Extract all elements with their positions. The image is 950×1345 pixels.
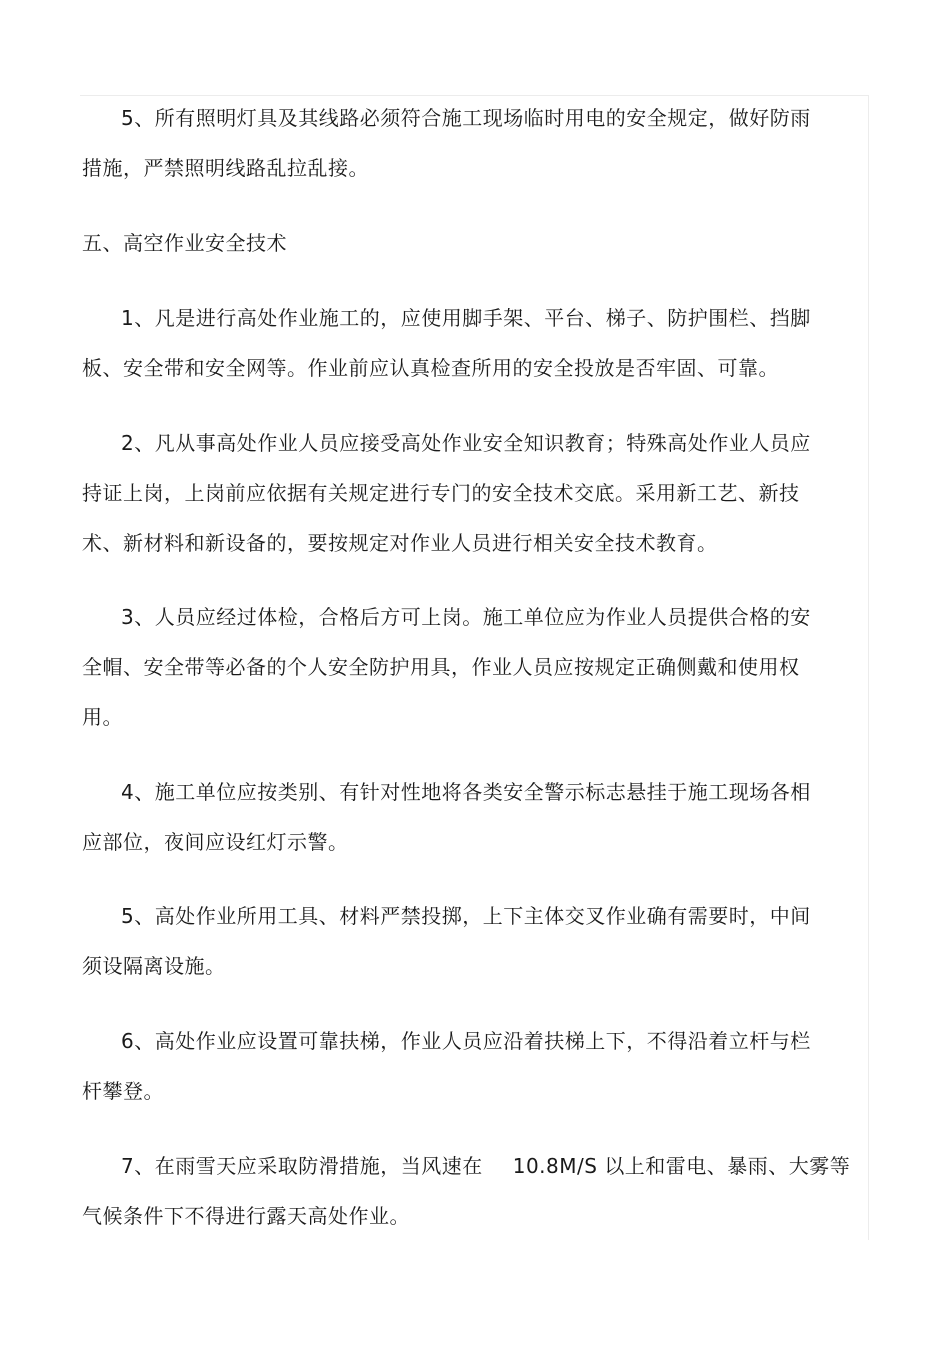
paragraph-line: 2、凡从事高处作业人员应接受高处作业安全知识教育；特殊高处作业人员应 xyxy=(121,431,811,455)
paragraph-line: 杆攀登。 xyxy=(82,1079,164,1103)
paragraph-line: 全帽、安全带等必备的个人安全防护用具，作业人员应按规定正确侧戴和使用权 xyxy=(82,655,800,679)
page-right-border xyxy=(868,95,869,1240)
paragraph-line: 4、施工单位应按类别、有针对性地将各类安全警示标志悬挂于施工现场各相 xyxy=(121,780,811,804)
paragraph-line: 术、新材料和新设备的，要按规定对作业人员进行相关安全技术教育。 xyxy=(82,531,718,555)
paragraph-line: 3、人员应经过体检，合格后方可上岗。施工单位应为作业人员提供合格的安 xyxy=(121,605,811,629)
paragraph-line: 5、高处作业所用工具、材料严禁投掷，上下主体交叉作业确有需要时，中间 xyxy=(121,904,811,928)
paragraph-line: 用。 xyxy=(82,705,123,729)
page-top-border xyxy=(80,95,869,96)
paragraph-line: 板、安全带和安全网等。作业前应认真检查所用的安全投放是否牢固、可靠。 xyxy=(82,356,779,380)
paragraph-line: 1、凡是进行高处作业施工的，应使用脚手架、平台、梯子、防护围栏、挡脚 xyxy=(121,306,811,330)
paragraph-line: 措施，严禁照明线路乱拉乱接。 xyxy=(82,156,369,180)
paragraph-line: 持证上岗，上岗前应依据有关规定进行专门的安全技术交底。采用新工艺、新技 xyxy=(82,481,800,505)
paragraph-line: 5、所有照明灯具及其线路必须符合施工现场临时用电的安全规定，做好防雨 xyxy=(121,106,811,130)
paragraph-line xyxy=(121,1152,850,1180)
section-heading: 五、高空作业安全技术 xyxy=(82,231,287,255)
paragraph-line: 6、高处作业应设置可靠扶梯，作业人员应沿着扶梯上下，不得沿着立杆与栏 xyxy=(121,1029,811,1053)
paragraph-line: 气候条件下不得进行露天高处作业。 xyxy=(82,1204,410,1228)
paragraph-segment: 10.8M/S 以上和雷电、暴雨、大雾等 xyxy=(512,1154,851,1178)
paragraph-line: 应部位，夜间应设红灯示警。 xyxy=(82,830,349,854)
paragraph-line: 须设隔离设施。 xyxy=(82,954,226,978)
paragraph-segment: 7、在雨雪天应采取防滑措施，当风速在 xyxy=(121,1154,483,1178)
